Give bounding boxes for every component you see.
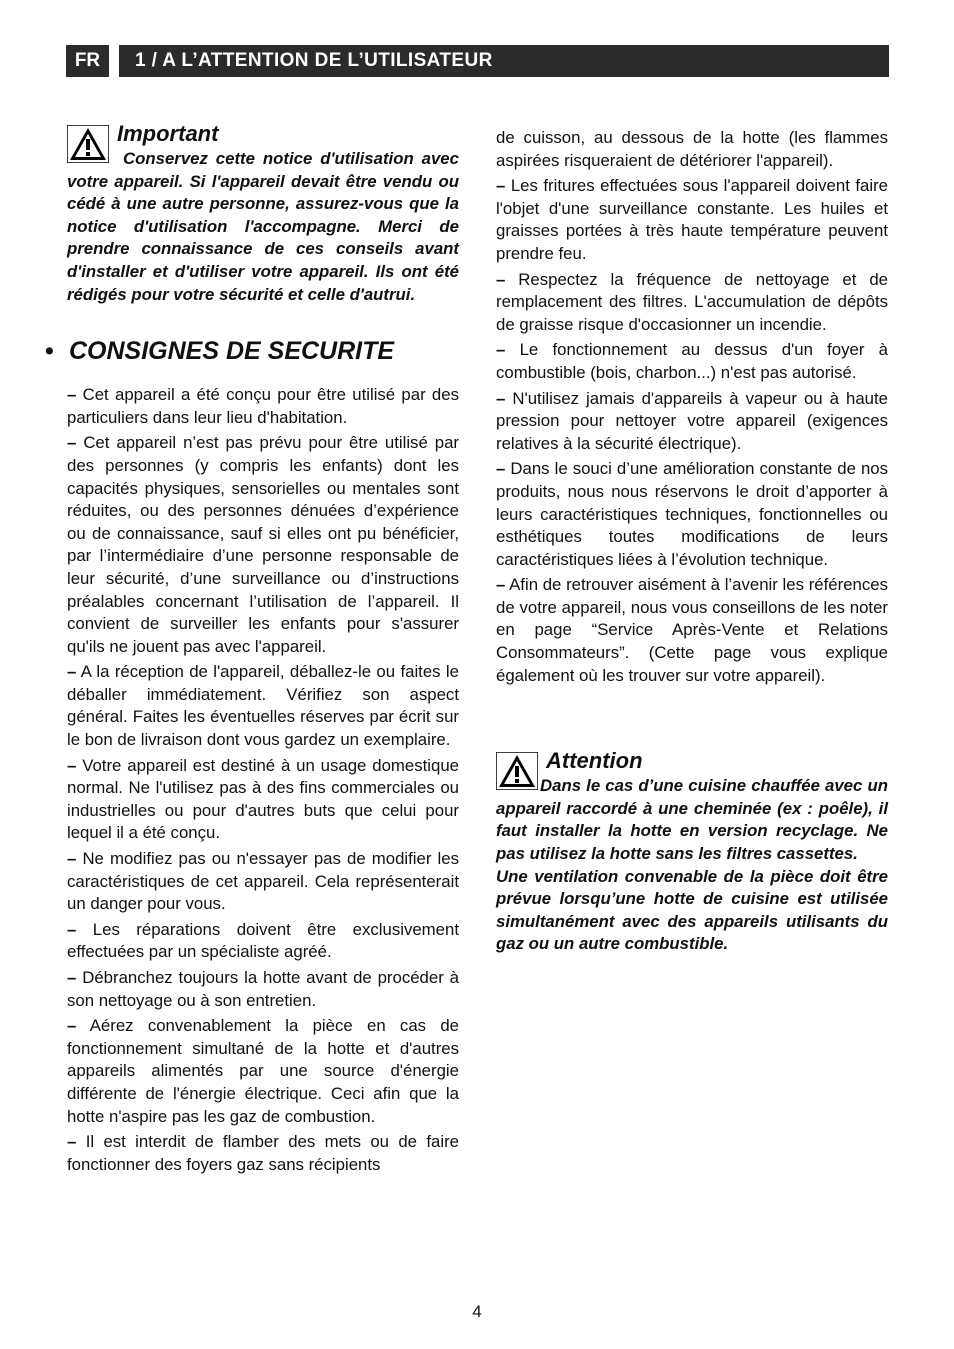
list-item: – Les réparations doivent être exclusivement effectuées par un spécialiste agréé.	[67, 919, 459, 962]
attention-body: un appareil raccordé à une cheminée (ex : poêle), il faut installer la hotte en version recyclage. Ne pas utilisez la hotte sans les filtres cassettes.	[496, 776, 888, 864]
warning-triangle-icon	[496, 752, 538, 790]
list-item: – Ne modifiez pas ou n'essayer pas de modifier les caractéristiques de cet appareil. Cela représenterait un danger pour vous.	[67, 849, 459, 914]
list-item: – Afin de retrouver aisément à l’avenir les références de votre appareil, nous vous conseillons de les noter en page “Service Après-Vente et Relations Consommateurs”. (Cette page vous explique également où les trouver sur votre appareil).	[496, 575, 888, 685]
list-item: – N'utilisez jamais d'appareils à vapeur ou à haute pression pour nettoyer votre appareil (exigences relatives à la sécurité électrique).	[496, 388, 888, 453]
list-item: – Aérez convenablement la pièce en cas de fonctionnement simultané de la hotte et d'autres appareils alimentés par une source d'énergie différente de l'énergie électrique. Ceci afin que la hotte n'aspire pas les gaz de combustion.	[67, 1016, 459, 1126]
section-header-title: 1 / A L’ATTENTION DE L’UTILISATEUR	[119, 45, 889, 77]
list-item: – A la réception de l'appareil, déballez-le ou faites le déballer immédiatement. Vérifiez son aspect général. Faites les éventuelles réserves par écrit sur le bon de livraison dont vous gardez un exemplaire.	[67, 662, 459, 750]
attention-title: Attention	[546, 748, 643, 774]
list-item-continuation: de cuisson, au dessous de la hotte (les flammes aspirées risqueraient de détériorer l'appareil).	[496, 128, 888, 170]
important-text	[67, 148, 459, 306]
left-column	[45, 120, 459, 1179]
list-item: – Respectez la fréquence de nettoyage et de remplacement des filtres. L'accumulation de dépôts de graisse risque d'occasionner un incendie.	[496, 269, 888, 334]
list-item: – Dans le souci d’une amélioration constante de nos produits, nous nous réservons le droit d’apporter à leurs caractéristiques techniques, fonctionnelles ou esthétiques toutes modifications de leurs caractéristiques liées à l’évolution technique.	[496, 459, 889, 569]
important-body: avec votre appareil. Si l'appareil devait être vendu ou cédé à une autre personne, assurez-vous que la notice d'utilisation l'accompagne. Merci de prendre connaissance de ces conseils avant d'installer et d'utiliser votre appareil. Ils ont été rédigés pour votre sécurité et celle d'autrui.	[67, 149, 459, 304]
list-item: – Le fonctionnement au dessus d'un foyer à combustible (bois, charbon...) n'est pas autorisé.	[496, 340, 888, 382]
list-item: – Votre appareil est destiné à un usage domestique normal. Ne l'utilisez pas à des fins commerciales ou industrielles ou pour d'autres buts que celui pour lequel il a été conçu.	[67, 755, 459, 843]
important-lead: Conservez cette notice d'utilisation	[123, 149, 414, 168]
page-number: 4	[472, 1302, 482, 1321]
language-badge: FR	[66, 45, 109, 77]
warning-triangle-icon	[67, 125, 109, 163]
important-notice	[67, 120, 459, 306]
attention-lead: Dans le cas d’une cuisine chauffée avec	[540, 776, 863, 796]
consignes-title: CONSIGNES DE SECURITE	[69, 337, 395, 366]
right-column	[496, 127, 888, 956]
important-title: Important	[117, 121, 219, 146]
attention-text-2: Une ventilation convenable de la pièce doit être prévue lorsqu’une hotte de cuisine est utilisée simultanément avec des appareils utilisants du gaz ou un autre combustible.	[496, 866, 888, 954]
consignes-heading	[45, 336, 459, 366]
attention-notice	[496, 747, 888, 956]
list-item: – Débranchez toujours la hotte avant de procéder à son nettoyage ou à son entretien.	[67, 968, 459, 1010]
list-item: – Cet appareil a été conçu pour être utilisé par des particuliers dans leur lieu d'habitation.	[67, 385, 459, 427]
heading-bullet: •	[45, 337, 54, 366]
list-item: – Les fritures effectuées sous l'appareil doivent faire l'objet d'une surveillance constante. Les huiles et graisses portées à très haute température peuvent prendre feu.	[496, 176, 888, 263]
attention-text	[496, 775, 888, 865]
list-item: – Cet appareil n’est pas prévu pour être utilisé par des personnes (y compris les enfants) dont les capacités physiques, sensorielles ou mentales sont réduites, ou des personnes dénuées d’expérience ou de connaissance, sauf si elles ont pu bénéficier, par l’intermédiaire d’une personne responsable de leur sécurité, d’une surveillance ou d’instructions préalables concernant l’utilisation de l’appareil. Il convient de surveiller les enfants pour s'assurer qu'ils ne jouent pas avec l'appareil.	[67, 433, 459, 656]
list-item: – Il est interdit de flamber des mets ou de faire fonctionner des foyers gaz sans récipients	[67, 1132, 459, 1174]
page-header	[66, 45, 889, 77]
